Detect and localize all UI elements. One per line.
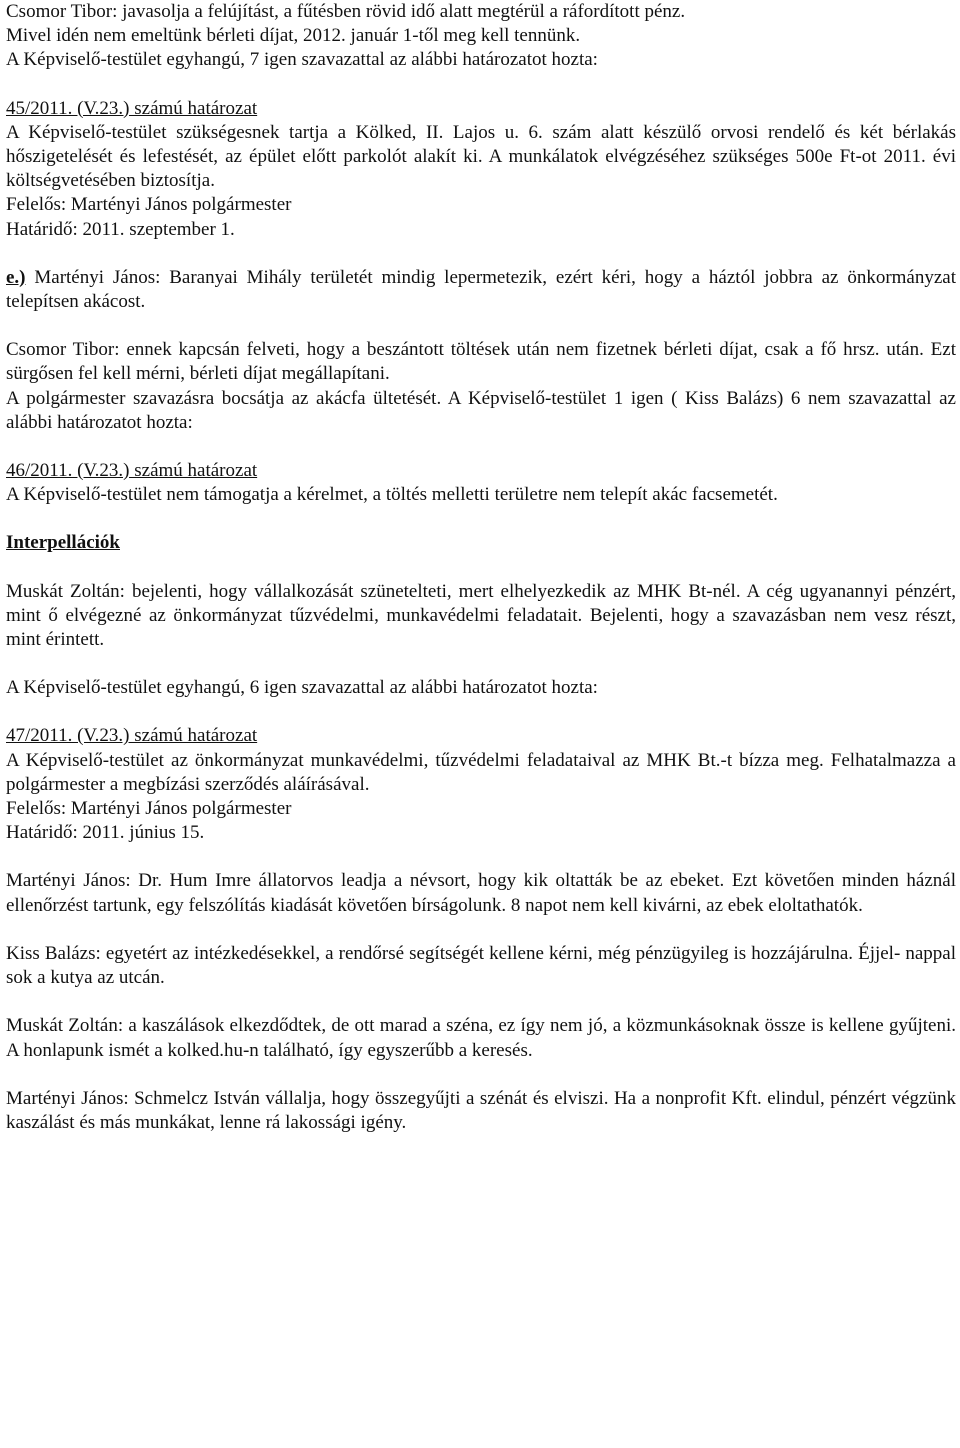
text-line: Mivel idén nem emeltünk bérleti díjat, 2012. január 1-től meg kell tennünk. <box>6 25 581 47</box>
section-heading-interpellations: Interpellációk <box>6 532 120 554</box>
paragraph-vote-47: A Képviselő-testület egyhangú, 6 igen szavazattal az alábbi határozatot hozta: <box>6 677 598 699</box>
resolution-45-title: 45/2011. (V.23.) számú határozat <box>6 97 258 119</box>
resolution-45-deadline: Határidő: 2011. szeptember 1. <box>6 218 235 240</box>
resolution-47-deadline: Határidő: 2011. június 15. <box>6 822 205 844</box>
resolution-45-responsible: Felelős: Martényi János polgármester <box>6 194 292 216</box>
resolution-46-body: A Képviselő-testület nem támogatja a kérelmet, a töltés melletti területre nem telepít akác facsemetét. <box>6 484 778 506</box>
paragraph-muskat-mowing: Muskát Zoltán: a kaszálások elkezdődtek, de ott marad a széna, ez így nem jó, a közmunkásoknak össze is kellene gyűjteni. A honlapunk ismét a kolked.hu-n található, így egyszerűbb a keresés. <box>6 1015 956 1061</box>
paragraph-csomor-fields: Csomor Tibor: ennek kapcsán felveti, hogy a beszántott töltések után nem fizetnek bérleti díjat, csak a fő hrsz. után. Ezt sürgősen fel kell mérni, bérleti díjat megállapítani. <box>6 339 956 385</box>
paragraph-martenyi-hay: Martényi János: Schmelcz István vállalja, hogy összegyűjti a szénát és elviszi. Ha a nonprofit Kft. elindul, pénzért végzünk kaszálást és más munkákat, lenne rá lakossági igény. <box>6 1087 956 1133</box>
item-e-label: e.) <box>6 266 26 288</box>
item-e-paragraph <box>6 266 956 314</box>
paragraph-martenyi-dogs: Martényi János: Dr. Hum Imre állatorvos leadja a névsort, hogy kik oltatták be az ebeket. Ezt követően minden háznál ellenőrzést tartunk, egy felszólítás kiadását követően bírságolunk. 8 napot nem kell kivárni, az ebek eloltathatók. <box>6 870 956 916</box>
resolution-47-responsible: Felelős: Martényi János polgármester <box>6 798 292 820</box>
document-page <box>6 0 956 1135</box>
paragraph-muskat-announcement: Muskát Zoltán: bejelenti, hogy vállalkozását szünetelteti, mert elhelyezkedik az MHK Bt-nél. A cég ugyanannyi pénzért, mint ő elvégezné az önkormányzat tűzvédelmi, munkavédelmi feladatait. Bejelenti, hogy a szavazásban nem vesz részt, mint érintett. <box>6 580 956 651</box>
item-e-text: Martényi János: Baranyai Mihály területét mindig lepermetezik, ezért kéri, hogy a háztól jobbra az önkormányzat telepítsen akácost. <box>6 266 956 313</box>
text-line: Csomor Tibor: javasolja a felújítást, a fűtésben rövid idő alatt megtérül a ráfordított pénz. <box>6 1 686 22</box>
paragraph-csomor-renovation <box>6 0 956 73</box>
resolution-46-title: 46/2011. (V.23.) számú határozat <box>6 460 258 482</box>
resolution-47-body: A Képviselő-testület az önkormányzat munkavédelmi, tűzvédelmi feladataival az MHK Bt.-t bízza meg. Felhatalmazza a polgármester a megbízási szerződés aláírásával. <box>6 749 956 795</box>
text-line: A Képviselő-testület egyhangú, 7 igen szavazattal az alábbi határozatot hozta: <box>6 49 598 71</box>
resolution-47-title: 47/2011. (V.23.) számú határozat <box>6 725 258 747</box>
paragraph-vote-46: A polgármester szavazásra bocsátja az akácfa ültetését. A Képviselő-testület 1 igen ( Kiss Balázs) 6 nem szavazattal az alábbi határozatot hozta: <box>6 387 956 433</box>
resolution-45-body: A Képviselő-testület szükségesnek tartja a Kölked, II. Lajos u. 6. szám alatt készülő orvosi rendelő és két bérlakás hőszigetelését és lefestését, az épület előtt parkolót alakít ki. A munkálatok elvégzéséhez szükséges 500e Ft-ot 2011. évi költségvetésében biztosítja. <box>6 121 956 192</box>
paragraph-kiss: Kiss Balázs: egyetért az intézkedésekkel, a rendőrsé segítségét kellene kérni, még pénzügyileg is hozzájárulna. Éjjel- nappal sok a kutya az utcán. <box>6 942 956 989</box>
